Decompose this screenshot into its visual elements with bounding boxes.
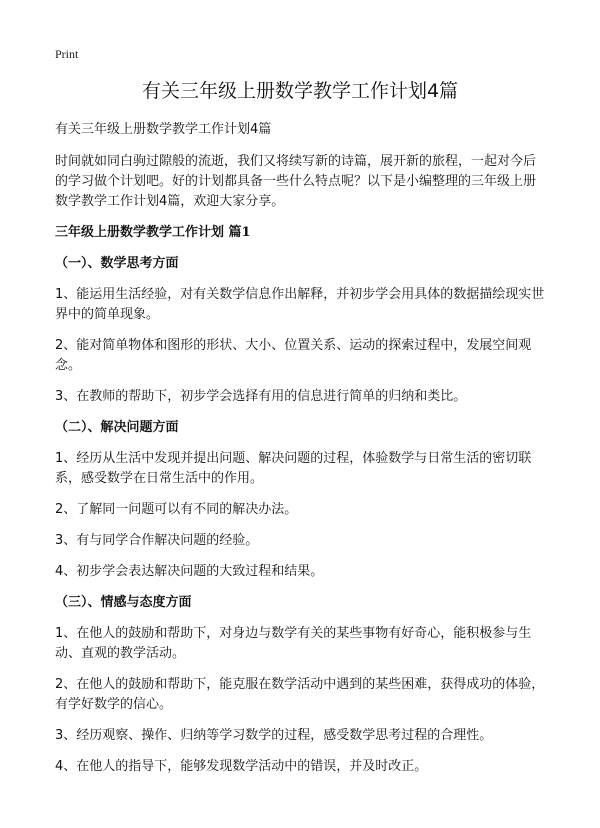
section-heading: （三）、情感与态度方面 <box>55 595 192 610</box>
list-item: 4、初步学会表达解决问题的大致过程和结果。 <box>55 564 324 579</box>
document-body <box>55 78 545 788</box>
list-item: 3、有与同学合作解决问题的经验。 <box>55 533 259 548</box>
list-item: 3、在教师的帮助下，初步学会选择有用的信息进行简单的归纳和类比。 <box>55 389 467 404</box>
list-item: 2、在他人的鼓励和帮助下，能克服在数学活动中遇到的某些困难，获得成功的体验，有学好数学的信心。 <box>55 677 545 712</box>
section-list <box>55 624 545 777</box>
list-item: 1、能运用生活经验，对有关数学信息作出解释，并初步学会用具体的数据描绘现实世界中的简单现象。 <box>55 287 545 322</box>
document-subtitle: 有关三年级上册数学教学工作计划4篇 <box>55 122 272 137</box>
section-list <box>55 285 545 407</box>
section-list <box>55 449 545 582</box>
section-heading: （一）、数学思考方面 <box>55 256 179 271</box>
intro-paragraph: 时间就如同白驹过隙般的流逝，我们又将续写新的诗篇，展开新的旅程，一起对今后的学习做个计划吧。好的计划都具备一些什么特点呢？以下是小编整理的三年级上册数学教学工作计划4篇，欢迎大家分享。 <box>55 154 537 209</box>
list-item: 4、在他人的指导下，能够发现数学活动中的错误，并及时改正。 <box>55 759 428 774</box>
list-item: 1、经历从生活中发现并提出问题、解决问题的过程，体验数学与日常生活的密切联系，感受数学在日常生活中的作用。 <box>55 451 532 486</box>
plan-heading: 三年级上册数学教学工作计划 篇1 <box>55 225 251 240</box>
page-title: 有关三年级上册数学教学工作计划4篇 <box>141 80 459 102</box>
section-heading: （二）、解决问题方面 <box>55 420 179 435</box>
list-item: 3、经历观察、操作、归纳等学习数学的过程，感受数学思考过程的合理性。 <box>55 728 493 743</box>
list-item: 1、在他人的鼓励和帮助下，对身边与数学有关的某些事物有好奇心，能积极参与生动、直观的教学活动。 <box>55 626 532 661</box>
print-link[interactable]: Print <box>55 47 79 61</box>
list-item: 2、能对简单物体和图形的形状、大小、位置关系、运动的探索过程中，发展空间观念。 <box>55 338 532 373</box>
list-item: 2、了解同一问题可以有不同的解决办法。 <box>55 502 298 517</box>
